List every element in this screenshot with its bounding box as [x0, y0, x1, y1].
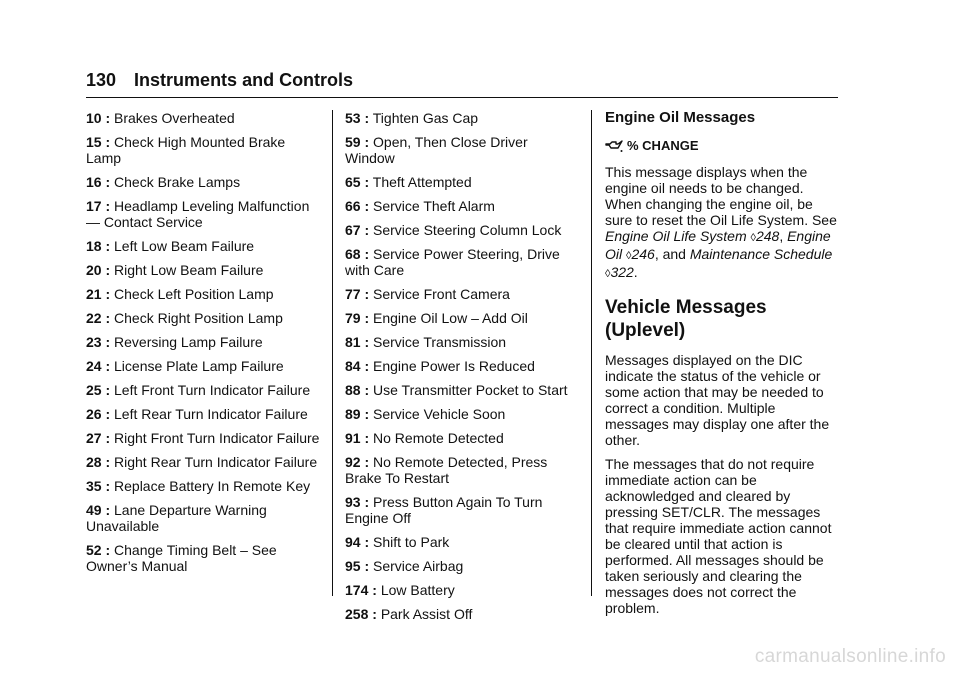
message-code: 81 :	[345, 334, 370, 350]
message-text: Engine Power Is Reduced	[373, 358, 535, 374]
message-code: 67 :	[345, 222, 370, 238]
message-code: 93 :	[345, 494, 370, 510]
message-entry	[345, 286, 581, 302]
message-text: Service Vehicle Soon	[373, 406, 506, 422]
message-text: Press Button Again To Turn Engine Off	[345, 494, 543, 526]
oil-ref-1-page: 248	[755, 228, 780, 244]
message-code: 77 :	[345, 286, 370, 302]
message-entry	[345, 134, 581, 166]
message-code: 21 :	[86, 286, 111, 302]
message-entry	[86, 134, 322, 166]
message-code: 66 :	[345, 198, 370, 214]
message-text: Low Battery	[380, 582, 455, 598]
engine-oil-heading: Engine Oil Messages	[605, 109, 756, 126]
message-text: Use Transmitter Pocket to Start	[373, 382, 568, 398]
message-code: 24 :	[86, 358, 111, 374]
message-text: Check Brake Lamps	[114, 174, 241, 190]
message-code: 88 :	[345, 382, 370, 398]
header-rule	[86, 97, 838, 98]
message-text: Shift to Park	[373, 534, 450, 550]
column-divider-1	[332, 110, 333, 596]
message-code: 17 :	[86, 198, 111, 214]
message-text: Service Front Camera	[373, 286, 510, 302]
message-entry	[345, 198, 581, 214]
message-code: 53 :	[345, 110, 370, 126]
message-code: 84 :	[345, 358, 370, 374]
message-text: Engine Oil Low – Add Oil	[373, 310, 528, 326]
page-header	[86, 70, 353, 91]
message-code: 15 :	[86, 134, 111, 150]
message-text: Lane Departure Warning Unavailable	[86, 502, 267, 534]
message-entry	[345, 174, 581, 190]
message-text: Service Steering Column Lock	[373, 222, 562, 238]
message-text: Service Transmission	[373, 334, 507, 350]
message-text: Left Front Turn Indicator Failure	[114, 382, 311, 398]
message-entry	[86, 430, 322, 446]
message-code: 52 :	[86, 542, 111, 558]
message-entry	[345, 110, 581, 126]
message-list-column-1	[86, 110, 322, 582]
message-code: 22 :	[86, 310, 111, 326]
message-entry	[86, 502, 322, 534]
message-code: 23 :	[86, 334, 111, 350]
oil-and: , and	[654, 246, 686, 262]
message-text: Change Timing Belt – See Owner’s Manual	[86, 542, 277, 574]
message-code: 28 :	[86, 454, 111, 470]
message-text: Service Theft Alarm	[373, 198, 495, 214]
message-code: 174 :	[345, 582, 377, 598]
message-entry	[345, 382, 581, 398]
message-text: Tighten Gas Cap	[372, 110, 479, 126]
message-text: Left Low Beam Failure	[114, 238, 255, 254]
message-code: 16 :	[86, 174, 111, 190]
message-entry	[86, 310, 322, 326]
vehicle-messages-paragraph-1: Messages displayed on the DIC indicate the status of the vehicle or some action that may be needed to correct a condition. Multiple messages may display one after the other.	[605, 352, 830, 448]
message-text: Service Power Steering, Drive with Care	[345, 246, 560, 278]
message-entry	[86, 174, 322, 190]
message-text: No Remote Detected	[373, 430, 504, 446]
message-text: Reversing Lamp Failure	[114, 334, 263, 350]
message-text: Park Assist Off	[380, 606, 473, 622]
message-code: 25 :	[86, 382, 111, 398]
oil-ref-3-page: 322	[610, 264, 634, 280]
message-code: 94 :	[345, 534, 370, 550]
message-entry	[86, 478, 322, 494]
message-text: License Plate Lamp Failure	[114, 358, 284, 374]
message-entry	[86, 382, 322, 398]
oil-change-label: % CHANGE	[627, 138, 699, 153]
message-entry	[345, 582, 581, 598]
page-number: 130	[86, 70, 117, 90]
message-entry	[86, 334, 322, 350]
oil-ref-3-link[interactable]: Maintenance Schedule	[689, 246, 833, 262]
message-entry	[345, 246, 581, 278]
oil-change-line	[605, 138, 841, 154]
message-text: Right Front Turn Indicator Failure	[114, 430, 320, 446]
column-divider-2	[591, 110, 592, 596]
oil-ref-1-link[interactable]: Engine Oil Life System	[605, 228, 747, 244]
message-entry	[86, 542, 322, 574]
message-entry	[86, 358, 322, 374]
message-code: 10 :	[86, 110, 111, 126]
page-ref-icon: ◊	[626, 250, 632, 262]
message-entry	[345, 430, 581, 446]
message-entry	[86, 110, 322, 126]
message-code: 79 :	[345, 310, 370, 326]
message-text: Theft Attempted	[372, 174, 472, 190]
message-text: Brakes Overheated	[114, 110, 235, 126]
message-text: Replace Battery In Remote Key	[114, 478, 311, 494]
message-code: 92 :	[345, 454, 370, 470]
page-ref-icon: ◊	[750, 232, 756, 244]
engine-oil-paragraph: This message displays when the engine oil needs to be changed. When changing the engine oil, be sure to reset the Oil Life System. See Engine Oil Life System ◊248, Engine Oil ◊246, and Maintenance Schedule ◊322.	[605, 164, 837, 280]
message-text: Headlamp Leveling Malfunction — Contact Service	[86, 198, 310, 230]
message-code: 91 :	[345, 430, 370, 446]
message-entry	[345, 358, 581, 374]
message-code: 49 :	[86, 502, 111, 518]
message-entry	[345, 534, 581, 550]
message-entry	[345, 606, 581, 622]
message-code: 95 :	[345, 558, 370, 574]
message-entry	[345, 334, 581, 350]
page-section-title: Instruments and Controls	[134, 70, 354, 90]
message-code: 20 :	[86, 262, 111, 278]
message-text: No Remote Detected, Press Brake To Restart	[345, 454, 548, 486]
message-entry	[86, 238, 322, 254]
message-entry	[345, 558, 581, 574]
message-entry	[345, 222, 581, 238]
oil-ref-2-page: 246	[631, 246, 655, 262]
message-entry	[345, 454, 581, 486]
vehicle-messages-heading: Vehicle Messages (Uplevel)	[605, 297, 767, 341]
message-text: Right Low Beam Failure	[114, 262, 264, 278]
message-code: 35 :	[86, 478, 111, 494]
page-ref-icon: ◊	[605, 268, 611, 280]
message-code: 68 :	[345, 246, 370, 262]
message-entry	[345, 494, 581, 526]
message-entry	[86, 454, 322, 470]
message-entry	[86, 198, 322, 230]
message-text: Left Rear Turn Indicator Failure	[114, 406, 308, 422]
message-text: Service Airbag	[373, 558, 464, 574]
message-entry	[86, 262, 322, 278]
message-text: Check High Mounted Brake Lamp	[86, 134, 286, 166]
message-entry	[86, 406, 322, 422]
message-list-column-2	[345, 110, 581, 630]
message-entry	[86, 286, 322, 302]
oil-can-icon	[605, 139, 623, 153]
message-entry	[345, 406, 581, 422]
message-code: 258 :	[345, 606, 377, 622]
oil-text: This message displays when the engine oil needs to be changed. When changing the engine oil, be sure to reset the Oil Life System. See	[605, 164, 837, 228]
message-text: Open, Then Close Driver Window	[345, 134, 528, 166]
message-code: 26 :	[86, 406, 111, 422]
message-code: 18 :	[86, 238, 111, 254]
watermark: carmanualsonline.info	[754, 646, 946, 667]
oil-ref-2-link[interactable]: Engine Oil	[605, 228, 831, 262]
message-code: 59 :	[345, 134, 370, 150]
message-code: 27 :	[86, 430, 111, 446]
vehicle-messages-paragraph-2: The messages that do not require immediate action can be acknowledged and cleared by pressing SET/CLR. The messages that require immediate action cannot be cleared until that action is performed. All messages should be taken seriously and clearing the messages does not correct the problem.	[605, 456, 832, 616]
message-code: 89 :	[345, 406, 370, 422]
text-column-3	[605, 110, 841, 624]
message-entry	[345, 310, 581, 326]
message-text: Check Right Position Lamp	[114, 310, 283, 326]
message-text: Right Rear Turn Indicator Failure	[114, 454, 318, 470]
message-text: Check Left Position Lamp	[114, 286, 274, 302]
message-code: 65 :	[345, 174, 370, 190]
